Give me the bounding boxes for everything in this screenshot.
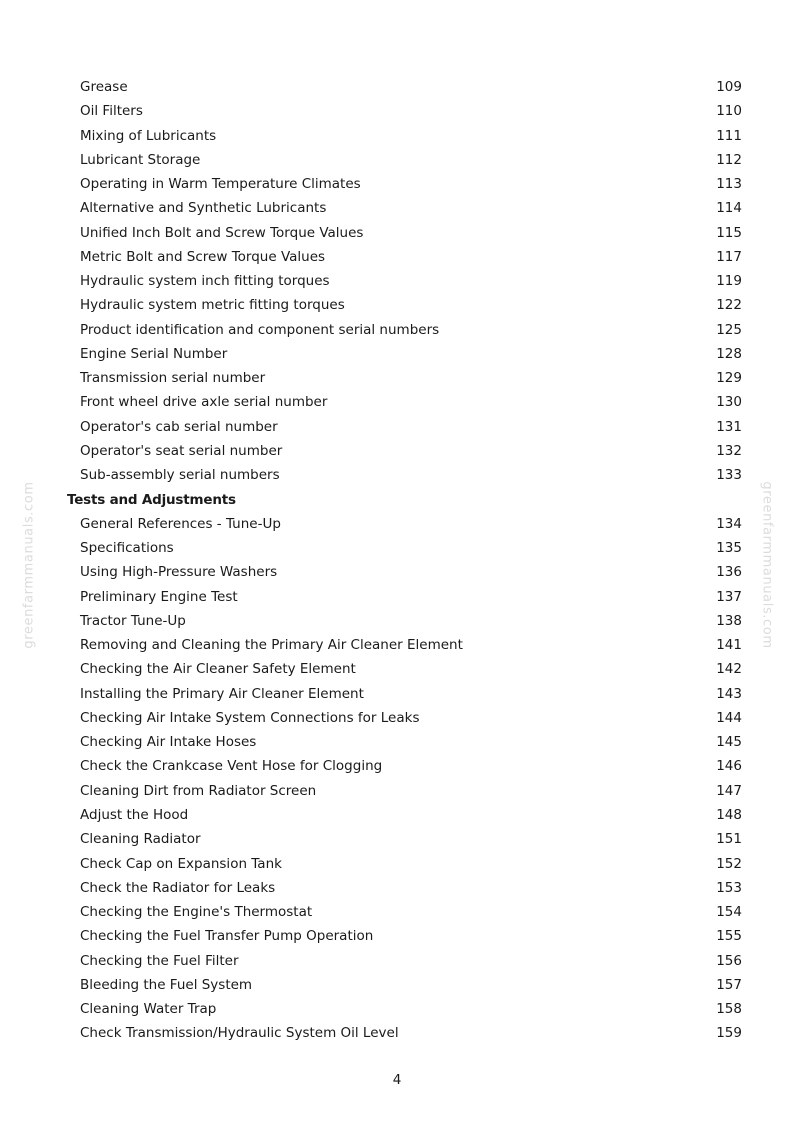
watermark-right: greenfarmmanuals.com	[759, 481, 775, 649]
entry-page-number: 134	[716, 515, 742, 532]
toc-entry[interactable]	[0, 463, 794, 487]
entry-title: Metric Bolt and Screw Torque Values	[80, 248, 326, 265]
toc-entry[interactable]	[0, 852, 794, 876]
toc-entry[interactable]	[0, 415, 794, 439]
entry-page-number: 152	[716, 855, 742, 872]
entry-title: Using High-Pressure Washers	[80, 564, 278, 581]
toc-entry[interactable]	[0, 366, 794, 390]
entry-page-number: 114	[716, 200, 742, 217]
toc-entry[interactable]	[0, 682, 794, 706]
entry-title: Product identification and component serial numbers	[80, 321, 440, 338]
entry-page-number: 159	[716, 1025, 742, 1042]
entry-title: Alternative and Synthetic Lubricants	[80, 200, 327, 217]
entry-page-number: 157	[716, 976, 742, 993]
toc-entry[interactable]	[0, 342, 794, 366]
toc-entry[interactable]	[0, 390, 794, 414]
entry-page-number: 111	[716, 127, 742, 144]
toc-entry[interactable]	[0, 269, 794, 293]
entry-page-number: 113	[716, 176, 742, 193]
entry-title: Preliminary Engine Test	[80, 588, 238, 605]
entry-title: Removing and Cleaning the Primary Air Cleaner Element	[80, 637, 463, 654]
toc-entry[interactable]	[0, 245, 794, 269]
toc-entry[interactable]	[0, 973, 794, 997]
page-number: 4	[392, 1072, 402, 1088]
entry-title: Checking Air Intake Hoses	[80, 734, 257, 751]
entry-title: Checking the Fuel Filter	[80, 952, 239, 969]
entry-page-number: 145	[716, 734, 742, 751]
toc-entry[interactable]	[0, 900, 794, 924]
entry-page-number: 128	[716, 345, 742, 362]
toc-entry[interactable]	[0, 657, 794, 681]
entry-title: Tractor Tune-Up	[80, 612, 186, 629]
toc-entry[interactable]	[0, 318, 794, 342]
toc-entry[interactable]	[0, 439, 794, 463]
entry-page-number: 141	[716, 637, 742, 654]
entry-title: Specifications	[80, 540, 174, 557]
entry-page-number: 132	[716, 442, 742, 459]
entry-title: General References - Tune-Up	[80, 515, 281, 532]
toc-entry[interactable]	[0, 779, 794, 803]
entry-page-number: 119	[716, 273, 742, 290]
entry-title: Checking Air Intake System Connections for Leaks	[80, 709, 420, 726]
entry-page-number: 153	[716, 879, 742, 896]
toc-entry[interactable]	[0, 876, 794, 900]
entry-title: Grease	[80, 79, 128, 95]
entry-page-number: 154	[716, 904, 742, 921]
entry-page-number: 109	[716, 79, 742, 95]
entry-title: Checking the Engine's Thermostat	[80, 904, 313, 921]
entry-title: Operating in Warm Temperature Climates	[80, 176, 361, 193]
toc-entry[interactable]	[0, 124, 794, 148]
entry-page-number: 137	[716, 588, 742, 605]
entry-title: Lubricant Storage	[80, 151, 201, 168]
entry-page-number: 148	[716, 806, 742, 823]
entry-page-number: 131	[716, 418, 742, 435]
toc-entry[interactable]	[0, 1021, 794, 1045]
entry-title: Installing the Primary Air Cleaner Element	[80, 685, 364, 702]
toc-section-heading[interactable]	[0, 488, 794, 512]
toc-entry[interactable]	[0, 293, 794, 317]
entry-title: Hydraulic system metric fitting torques	[80, 297, 345, 314]
entry-page-number: 151	[716, 831, 742, 848]
entry-title: Operator's cab serial number	[80, 418, 278, 435]
entry-title: Unified Inch Bolt and Screw Torque Values	[80, 224, 364, 241]
entry-title: Mixing of Lubricants	[80, 127, 217, 144]
toc-entry[interactable]	[0, 75, 794, 99]
toc-entry[interactable]	[0, 560, 794, 584]
entry-page-number: 115	[716, 224, 742, 241]
toc-entry[interactable]	[0, 585, 794, 609]
entry-title: Adjust the Hood	[80, 806, 189, 823]
toc-entry[interactable]	[0, 196, 794, 220]
entry-page-number: 146	[716, 758, 742, 775]
entry-page-number: 135	[716, 540, 742, 557]
entry-page-number: 125	[716, 321, 742, 338]
entry-page-number: 122	[716, 297, 742, 314]
toc-entry[interactable]	[0, 221, 794, 245]
entry-page-number: 138	[716, 612, 742, 629]
entry-page-number: 147	[716, 782, 742, 799]
toc-entry[interactable]	[0, 730, 794, 754]
entry-title: Operator's seat serial number	[80, 442, 283, 459]
entry-page-number: 155	[716, 928, 742, 945]
table-of-contents	[0, 75, 794, 1046]
entry-title: Check the Radiator for Leaks	[80, 879, 276, 896]
toc-entry[interactable]	[0, 997, 794, 1021]
toc-entry[interactable]	[0, 536, 794, 560]
entry-title: Checking the Air Cleaner Safety Element	[80, 661, 356, 678]
toc-entry[interactable]	[0, 172, 794, 196]
toc-entry[interactable]	[0, 827, 794, 851]
section-title: Tests and Adjustments	[67, 491, 236, 508]
entry-title: Checking the Fuel Transfer Pump Operation	[80, 928, 374, 945]
entry-page-number: 156	[716, 952, 742, 969]
toc-entry[interactable]	[0, 148, 794, 172]
entry-title: Cleaning Water Trap	[80, 1001, 217, 1018]
watermark-left: greenfarmmanuals.com	[21, 481, 37, 649]
toc-entry[interactable]	[0, 706, 794, 730]
entry-page-number: 136	[716, 564, 742, 581]
toc-entry[interactable]	[0, 99, 794, 123]
toc-entry[interactable]	[0, 754, 794, 778]
toc-entry[interactable]	[0, 609, 794, 633]
entry-title: Check the Crankcase Vent Hose for Clogging	[80, 758, 383, 775]
entry-title: Transmission serial number	[80, 370, 266, 387]
entry-page-number: 117	[716, 248, 742, 265]
entry-title: Check Cap on Expansion Tank	[80, 855, 282, 872]
entry-title: Check Transmission/Hydraulic System Oil Level	[80, 1025, 399, 1042]
entry-page-number: 110	[716, 103, 742, 120]
entry-title: Oil Filters	[80, 103, 143, 120]
entry-title: Cleaning Radiator	[80, 831, 201, 848]
toc-entry[interactable]	[0, 803, 794, 827]
entry-page-number: 142	[716, 661, 742, 678]
toc-entry[interactable]	[0, 924, 794, 948]
entry-page-number: 129	[716, 370, 742, 387]
toc-entry[interactable]	[0, 949, 794, 973]
toc-entry[interactable]	[0, 512, 794, 536]
toc-entry[interactable]	[0, 633, 794, 657]
entry-page-number: 133	[716, 467, 742, 484]
entry-page-number: 143	[716, 685, 742, 702]
entry-title: Front wheel drive axle serial number	[80, 394, 328, 411]
entry-title: Bleeding the Fuel System	[80, 976, 253, 993]
entry-title: Engine Serial Number	[80, 345, 228, 362]
entry-page-number: 112	[716, 151, 742, 168]
entry-title: Hydraulic system inch fitting torques	[80, 273, 330, 290]
entry-page-number: 158	[716, 1001, 742, 1018]
entry-title: Sub-assembly serial numbers	[80, 467, 280, 484]
entry-page-number: 144	[716, 709, 742, 726]
entry-page-number: 130	[716, 394, 742, 411]
entry-title: Cleaning Dirt from Radiator Screen	[80, 782, 317, 799]
